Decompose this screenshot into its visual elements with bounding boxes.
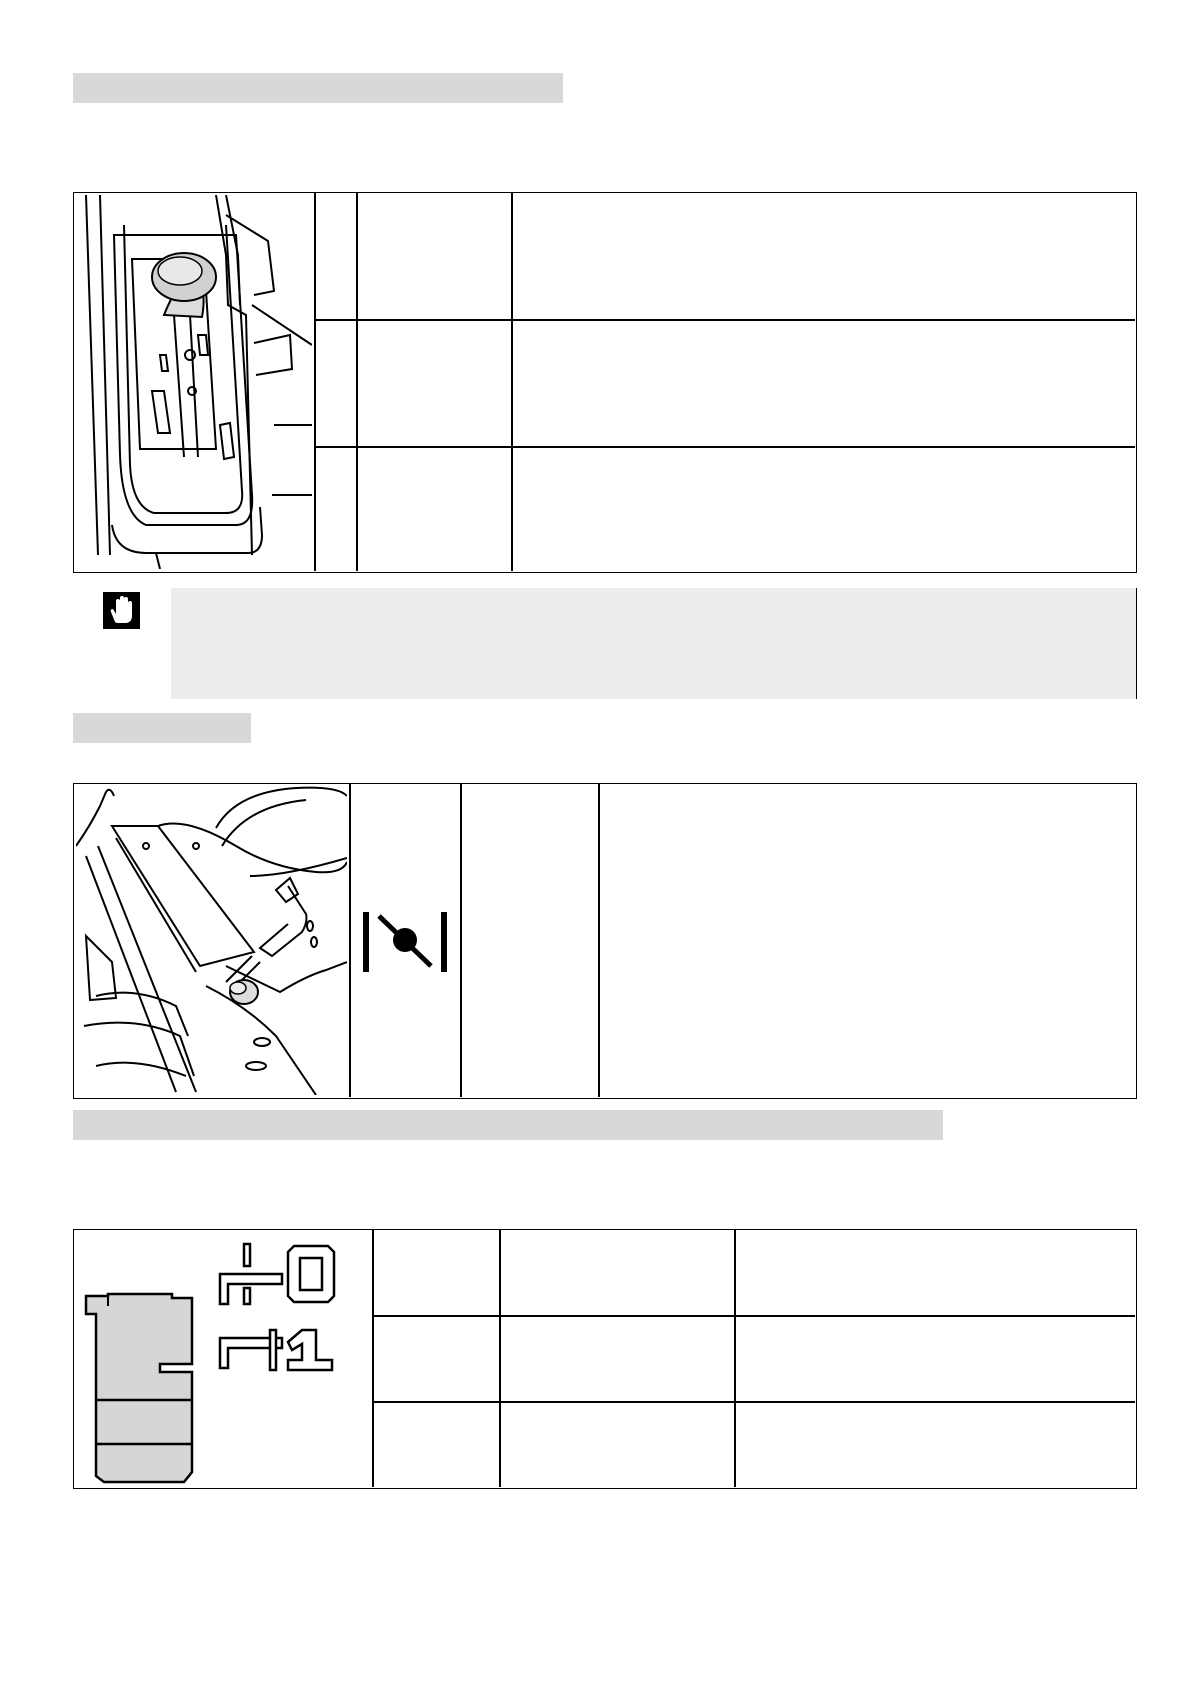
valve-row-2-description bbox=[736, 1317, 1135, 1401]
valve-row-1-description bbox=[736, 1230, 1135, 1315]
row-2-number bbox=[316, 321, 356, 446]
valve-row-3-description bbox=[736, 1403, 1135, 1487]
row-3-description bbox=[513, 448, 1135, 571]
choke-table bbox=[73, 783, 1137, 1099]
valve-row-2-label bbox=[501, 1317, 734, 1401]
row-2-description bbox=[513, 321, 1135, 446]
row-3-label bbox=[358, 448, 511, 571]
row-1-label bbox=[358, 193, 511, 319]
valve-row-2-state bbox=[374, 1317, 499, 1401]
section-heading-fuel-valve bbox=[73, 1110, 943, 1140]
row-2-label bbox=[358, 321, 511, 446]
stop-hand-icon bbox=[103, 592, 140, 629]
choke-knob-illustration bbox=[76, 786, 347, 1095]
row-3-number bbox=[316, 448, 356, 571]
table-divider bbox=[349, 784, 351, 1097]
choke-label bbox=[462, 784, 598, 1097]
fuel-valve-table bbox=[73, 1229, 1137, 1489]
valve-row-3-state bbox=[374, 1403, 499, 1487]
throttle-table bbox=[73, 192, 1137, 573]
valve-row-3-label bbox=[501, 1403, 734, 1487]
row-1-description bbox=[513, 193, 1135, 319]
valve-row-1-state bbox=[374, 1230, 499, 1315]
valve-row-1-label bbox=[501, 1230, 734, 1315]
choke-symbol-icon bbox=[361, 904, 449, 976]
choke-description bbox=[600, 784, 1135, 1097]
caution-note-text bbox=[171, 588, 1136, 608]
section-heading-throttle bbox=[73, 73, 563, 103]
row-1-number bbox=[316, 193, 356, 319]
caution-note bbox=[171, 588, 1137, 699]
throttle-lever-illustration bbox=[76, 195, 312, 569]
section-heading-choke bbox=[73, 713, 251, 743]
fuel-valve-illustration bbox=[76, 1232, 370, 1485]
